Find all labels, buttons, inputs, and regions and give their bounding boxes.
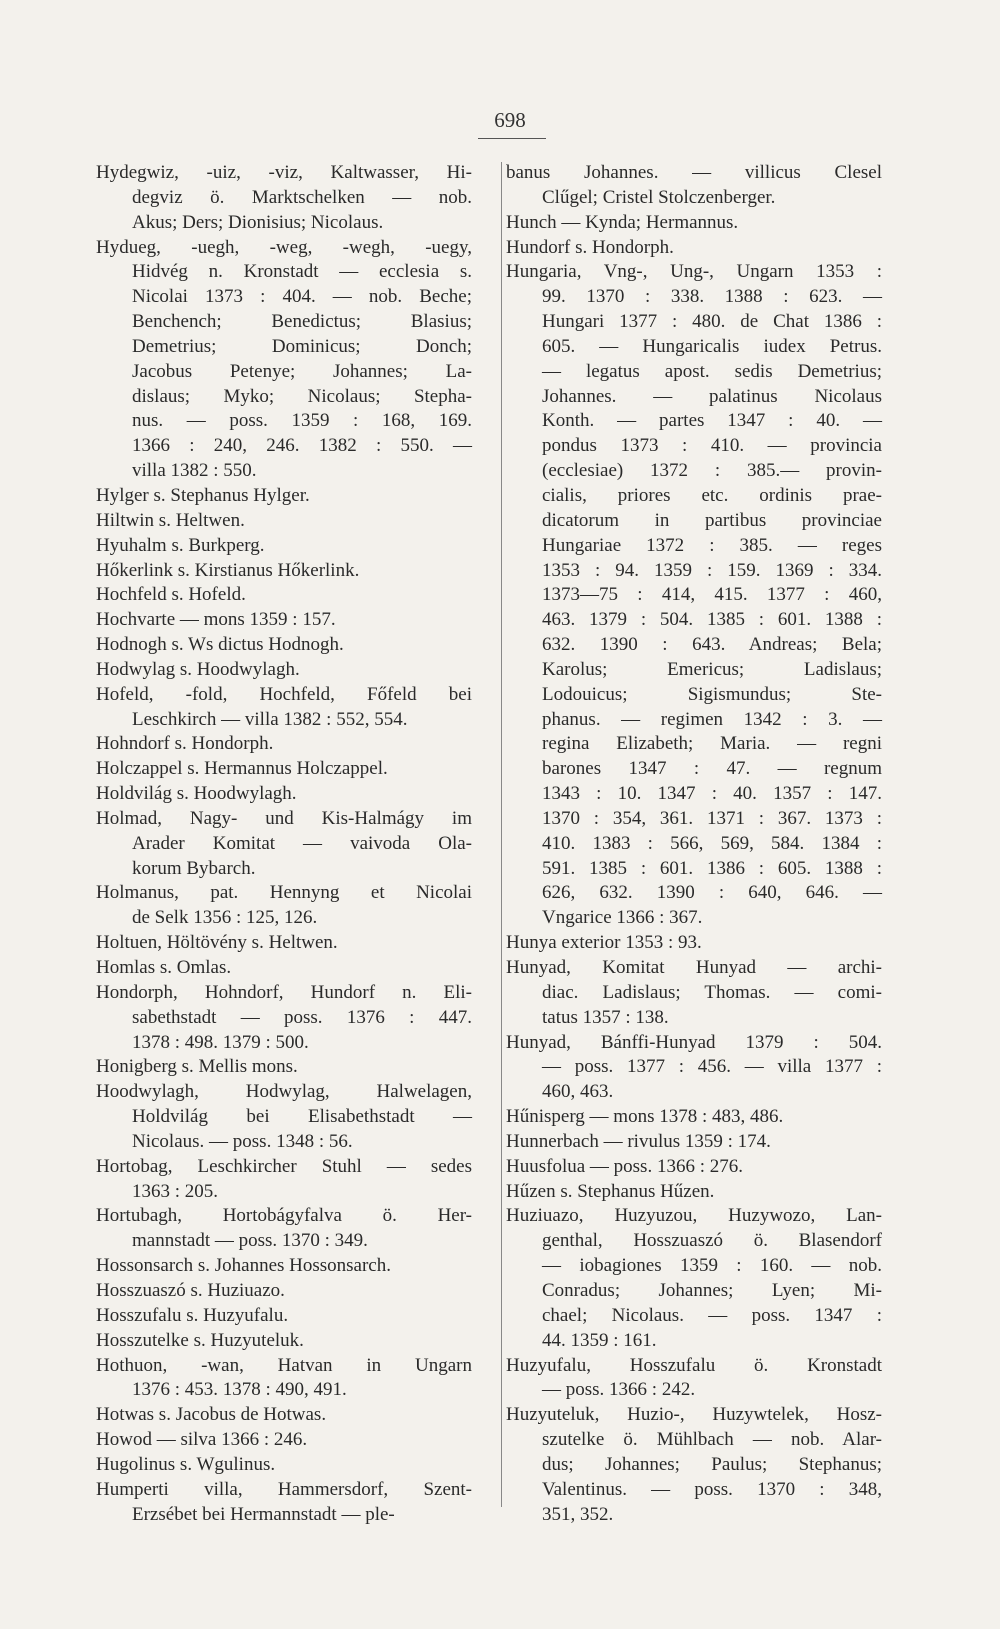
index-entry xyxy=(506,1130,882,1155)
entry-line: Hiltwin s. Heltwen. xyxy=(96,509,245,531)
index-entry xyxy=(96,658,472,683)
entry-line: Holtuen, Höltövény s. Heltwen. xyxy=(96,932,338,954)
entry-line: Holdvilág s. Hoodwylagh. xyxy=(96,783,297,805)
index-entry xyxy=(96,1204,472,1254)
entry-line: Leschkirch — villa 1382 : 552, 554. xyxy=(132,708,408,730)
index-entry xyxy=(506,1105,882,1130)
entry-line: tatus 1357 : 138. xyxy=(542,1006,669,1028)
entry-line: Holmanus, pat. Hennyng et Nicolai xyxy=(96,882,472,904)
entry-line: Hydegwiz, -uiz, -viz, Kaltwasser, Hi- xyxy=(96,162,472,183)
entry-line: Erzsébet bei Hermannstadt — ple- xyxy=(132,1503,395,1525)
entry-line: Hosszuaszó s. Huziuazo. xyxy=(96,1279,285,1301)
entry-line: Nicolai 1373 : 404. — nob. Beche; xyxy=(132,286,472,308)
index-entry xyxy=(96,732,472,757)
entry-line: Nicolaus. — poss. 1348 : 56. xyxy=(132,1130,353,1152)
entry-line: diac. Ladislaus; Thomas. — comi- xyxy=(542,981,882,1003)
entry-line: sabethstadt — poss. 1376 : 447. xyxy=(132,1006,472,1028)
index-entry xyxy=(96,807,472,882)
entry-line: Hunya exterior 1353 : 93. xyxy=(506,932,702,954)
entry-line: Hochvarte — mons 1359 : 157. xyxy=(96,609,336,631)
entry-line: Hunnerbach — rivulus 1359 : 174. xyxy=(506,1130,771,1152)
entry-line: Huusfolua — poss. 1366 : 276. xyxy=(506,1155,743,1177)
index-entry xyxy=(96,583,472,608)
entry-line: Hungariae 1372 : 385. — reges xyxy=(542,534,882,556)
index-entry xyxy=(96,633,472,658)
entry-line: Hondorph, Hohndorf, Hundorf n. Eli- xyxy=(96,981,472,1003)
index-entry xyxy=(506,1354,882,1404)
index-entry xyxy=(96,484,472,509)
entry-line: Howod — silva 1366 : 246. xyxy=(96,1429,308,1451)
page-number-rule xyxy=(478,138,546,139)
index-entry xyxy=(506,1155,882,1180)
entry-line: 1353 : 94. 1359 : 159. 1369 : 334. xyxy=(542,559,882,581)
entry-line: Hochfeld s. Hofeld. xyxy=(96,584,246,606)
entry-line: szutelke ö. Mühlbach — nob. Alar- xyxy=(542,1429,882,1451)
entry-line: Konth. — partes 1347 : 40. — xyxy=(542,410,882,432)
entry-line: — poss. 1366 : 242. xyxy=(542,1379,696,1401)
entry-line: banus Johannes. — villicus Clesel xyxy=(506,162,882,183)
entry-line: Hunch — Kynda; Hermannus. xyxy=(506,211,739,233)
entry-line: Holczappel s. Hermannus Holczappel. xyxy=(96,758,388,780)
index-entry xyxy=(96,534,472,559)
entry-line: Huzyufalu, Hosszufalu ö. Kronstadt xyxy=(506,1354,882,1376)
right-column xyxy=(506,161,882,1527)
entry-line: phanus. — regimen 1342 : 3. — xyxy=(542,708,882,730)
entry-line: Arader Komitat — vaivoda Ola- xyxy=(132,832,472,854)
index-entry xyxy=(506,260,882,931)
entry-line: nus. — poss. 1359 : 168, 169. xyxy=(132,410,472,432)
index-entry xyxy=(96,956,472,981)
entry-line: Hidvég n. Kronstadt — ecclesia s. xyxy=(132,261,472,283)
entry-line: genthal, Hosszuaszó ö. Blasendorf xyxy=(542,1230,882,1252)
entry-line: Hortobag, Leschkircher Stuhl — sedes xyxy=(96,1155,472,1177)
entry-line: Humperti villa, Hammersdorf, Szent- xyxy=(96,1478,472,1500)
index-entry xyxy=(506,161,882,211)
entry-line: 632. 1390 : 643. Andreas; Bela; xyxy=(542,634,882,656)
entry-line: 1370 : 354, 361. 1371 : 367. 1373 : xyxy=(542,807,882,829)
index-entry xyxy=(96,608,472,633)
entry-line: dicatorum in partibus provinciae xyxy=(542,509,882,531)
entry-line: 1378 : 498. 1379 : 500. xyxy=(132,1031,309,1053)
index-entry xyxy=(96,1055,472,1080)
entry-line: 1373—75 : 414, 415. 1377 : 460, xyxy=(542,584,882,606)
entry-line: Hosszufalu s. Huzyufalu. xyxy=(96,1304,289,1326)
entry-line: — iobagiones 1359 : 160. — nob. xyxy=(542,1255,882,1277)
entry-line: Holmad, Nagy- und Kis-Halmágy im xyxy=(96,807,472,829)
entry-line: Hunyad, Bánffi-Hunyad 1379 : 504. xyxy=(506,1031,882,1053)
index-entry xyxy=(96,757,472,782)
entry-line: regina Elizabeth; Maria. — regni xyxy=(542,733,882,755)
entry-line: 44. 1359 : 161. xyxy=(542,1329,657,1351)
entry-line: Lodouicus; Sigismundus; Ste- xyxy=(542,683,882,705)
entry-line: 99. 1370 : 338. 1388 : 623. — xyxy=(542,286,882,308)
entry-line: Hundorf s. Hondorph. xyxy=(506,236,674,258)
entry-line: chael; Nicolaus. — poss. 1347 : xyxy=(542,1304,882,1326)
index-entry xyxy=(96,1403,472,1428)
entry-line: Hofeld, -fold, Hochfeld, Főfeld bei xyxy=(96,683,472,705)
entry-line: cialis, priores etc. ordinis prae- xyxy=(542,484,882,506)
index-entry xyxy=(96,1279,472,1304)
entry-line: Clűgel; Cristel Stolczenberger. xyxy=(542,186,776,208)
entry-line: Hotwas s. Jacobus de Hotwas. xyxy=(96,1404,327,1426)
index-entry xyxy=(506,956,882,1031)
entry-line: 410. 1383 : 566, 569, 584. 1384 : xyxy=(542,832,882,854)
index-entry xyxy=(506,1204,882,1353)
entry-line: 460, 463. xyxy=(542,1081,614,1103)
entry-line: de Selk 1356 : 125, 126. xyxy=(132,907,318,929)
entry-line: degviz ö. Marktschelken — nob. xyxy=(132,186,472,208)
entry-line: Hossonsarch s. Johannes Hossonsarch. xyxy=(96,1255,391,1277)
entry-line: barones 1347 : 47. — regnum xyxy=(542,758,882,780)
entry-line: Conradus; Johannes; Lyen; Mi- xyxy=(542,1279,882,1301)
entry-line: Hodwylag s. Hoodwylagh. xyxy=(96,658,300,680)
index-entry xyxy=(506,236,882,261)
entry-line: Hylger s. Stephanus Hylger. xyxy=(96,484,310,506)
index-entry xyxy=(506,931,882,956)
entry-line: 351, 352. xyxy=(542,1503,614,1525)
entry-line: dislaus; Myko; Nicolaus; Stepha- xyxy=(132,385,472,407)
index-entry xyxy=(96,1428,472,1453)
entry-line: (ecclesiae) 1372 : 385.— provin- xyxy=(542,460,882,482)
entry-line: 1363 : 205. xyxy=(132,1180,219,1202)
left-column xyxy=(96,161,472,1527)
index-entry xyxy=(96,683,472,733)
entry-line: Hyuhalm s. Burkperg. xyxy=(96,534,265,556)
entry-line: Hőkerlink s. Kirstianus Hőkerlink. xyxy=(96,559,360,581)
index-entry xyxy=(96,1478,472,1528)
entry-line: korum Bybarch. xyxy=(132,857,256,879)
entry-line: Hugolinus s. Wgulinus. xyxy=(96,1453,276,1475)
entry-line: Hohndorf s. Hondorph. xyxy=(96,733,274,755)
entry-line: Valentinus. — poss. 1370 : 348, xyxy=(542,1478,882,1500)
index-entry xyxy=(96,559,472,584)
entry-line: Hothuon, -wan, Hatvan in Ungarn xyxy=(96,1354,472,1376)
entry-line: Vngarice 1366 : 367. xyxy=(542,907,703,929)
index-entry xyxy=(96,1304,472,1329)
entry-line: Hűnisperg — mons 1378 : 483, 486. xyxy=(506,1106,784,1128)
index-entry xyxy=(96,1080,472,1155)
entry-line: 1376 : 453. 1378 : 490, 491. xyxy=(132,1379,347,1401)
entry-line: Hydueg, -uegh, -weg, -wegh, -uegy, xyxy=(96,236,472,258)
entry-line: — poss. 1377 : 456. — villa 1377 : xyxy=(542,1056,882,1078)
entry-line: dus; Johannes; Paulus; Stephanus; xyxy=(542,1453,882,1475)
index-entry xyxy=(96,161,472,236)
entry-line: Jacobus Petenye; Johannes; La- xyxy=(132,360,472,382)
entry-line: 605. — Hungaricalis iudex Petrus. xyxy=(542,335,882,357)
index-entry xyxy=(506,1180,882,1205)
entry-line: Hunyad, Komitat Hunyad — archi- xyxy=(506,957,882,978)
index-entry xyxy=(96,236,472,484)
index-entry xyxy=(506,211,882,236)
index-entry xyxy=(96,981,472,1056)
entry-line: Hungari 1377 : 480. de Chat 1386 : xyxy=(542,311,882,333)
index-entry xyxy=(96,881,472,931)
entry-line: Demetrius; Dominicus; Donch; xyxy=(132,335,472,357)
entry-line: villa 1382 : 550. xyxy=(132,460,257,482)
entry-line: Homlas s. Omlas. xyxy=(96,957,232,978)
index-entry xyxy=(96,1155,472,1205)
entry-line: Hűzen s. Stephanus Hűzen. xyxy=(506,1180,715,1202)
entry-line: Johannes. — palatinus Nicolaus xyxy=(542,385,882,407)
index-entry xyxy=(96,1329,472,1354)
entry-line: — legatus apost. sedis Demetrius; xyxy=(542,360,882,382)
page-number: 698 xyxy=(494,108,526,132)
entry-line: mannstadt — poss. 1370 : 349. xyxy=(132,1230,368,1252)
entry-line: Akus; Ders; Dionisius; Nicolaus. xyxy=(132,211,384,233)
entry-line: Huzyuteluk, Huzio-, Huzywtelek, Hosz- xyxy=(506,1404,882,1426)
entry-line: Huziuazo, Huzyuzou, Huzywozo, Lan- xyxy=(506,1205,882,1227)
index-entry xyxy=(506,1031,882,1106)
index-entry xyxy=(96,509,472,534)
entry-line: 463. 1379 : 504. 1385 : 601. 1388 : xyxy=(542,609,882,631)
entry-line: Hosszutelke s. Huzyuteluk. xyxy=(96,1329,304,1351)
entry-line: Karolus; Emericus; Ladislaus; xyxy=(542,658,882,680)
index-entry xyxy=(96,931,472,956)
index-entry xyxy=(96,1254,472,1279)
index-entry xyxy=(506,1403,882,1527)
entry-line: Hoodwylagh, Hodwylag, Halwelagen, xyxy=(96,1081,472,1103)
entry-line: Holdvilág bei Elisabethstadt — xyxy=(132,1106,472,1128)
entry-line: Hungaria, Vng-, Ung-, Ungarn 1353 : xyxy=(506,261,882,283)
entry-line: 591. 1385 : 601. 1386 : 605. 1388 : xyxy=(542,857,882,879)
entry-line: 1366 : 240, 246. 1382 : 550. — xyxy=(132,435,472,457)
entry-line: 626, 632. 1390 : 640, 646. — xyxy=(542,882,882,904)
index-entry xyxy=(96,1453,472,1478)
entry-line: 1343 : 10. 1347 : 40. 1357 : 147. xyxy=(542,783,882,805)
index-entry xyxy=(96,1354,472,1404)
entry-line: Hortubagh, Hortobágyfalva ö. Her- xyxy=(96,1205,472,1227)
entry-line: pondus 1373 : 410. — provincia xyxy=(542,435,882,457)
entry-line: Honigberg s. Mellis mons. xyxy=(96,1056,298,1078)
column-divider xyxy=(501,162,502,1507)
entry-line: Hodnogh s. Ws dictus Hodnogh. xyxy=(96,634,344,656)
index-entry xyxy=(96,782,472,807)
entry-line: Benchench; Benedictus; Blasius; xyxy=(132,311,472,333)
